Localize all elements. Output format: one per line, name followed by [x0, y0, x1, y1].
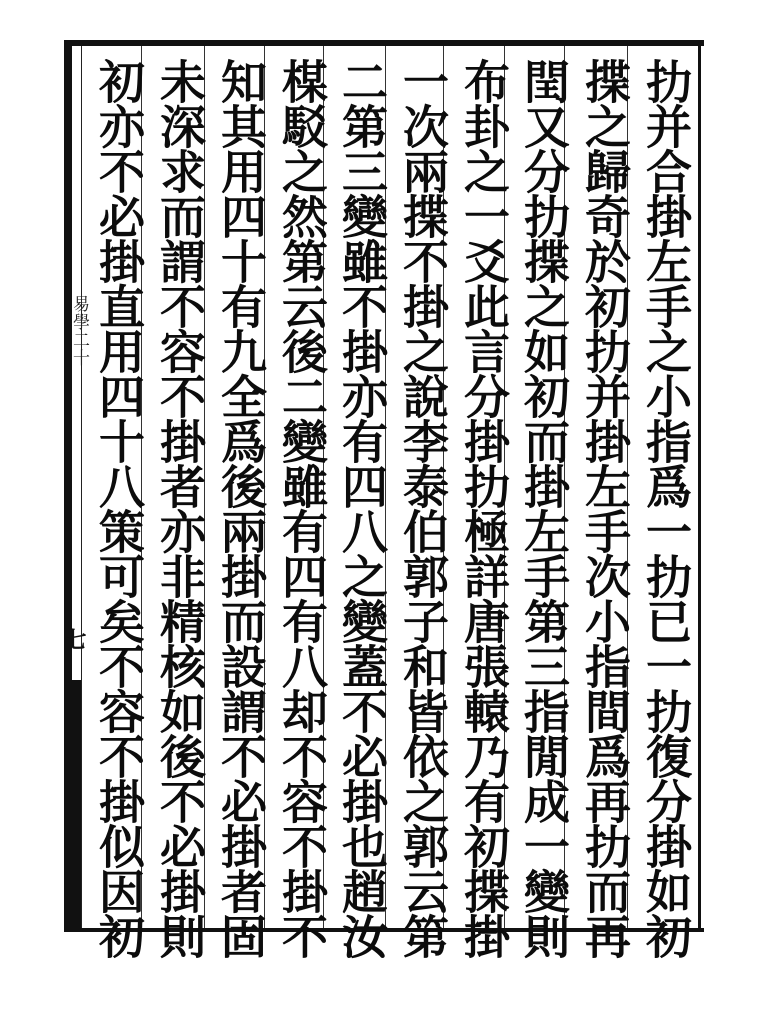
fold-title: 易學二十 [69, 295, 89, 367]
text-column-3: 閏又分扐揲之如初而掛左手第三指閒成一變則 [517, 58, 571, 958]
frame-top-border [64, 40, 704, 46]
text-column-6: 二第三變雖不掛亦有四八之變蓋不必掛也趙汝 [335, 58, 389, 958]
text-column-2: 揲之歸奇於初扐并掛左手次小指間爲再扐而再 [578, 58, 632, 958]
fold-black-block [66, 680, 81, 928]
text-column-1: 扐并合掛左手之小指爲一扐已一扐復分掛如初 [639, 58, 693, 958]
text-column-10: 初亦不必掛直用四十八策可矣不容不掛似因初 [92, 58, 146, 958]
frame-right-border [698, 40, 701, 932]
text-column-9: 未深求而謂不容不掛者亦非精核如後不必掛則 [153, 58, 207, 958]
text-column-8: 知其用四十有九全爲後兩掛而設謂不必掛者固 [214, 58, 268, 958]
text-column-4: 布卦之一爻此言分掛扐極詳唐張轅乃有初揲掛 [457, 58, 511, 958]
text-column-7: 楳駁之然第云後二變雖有四有八却不容不掛不 [275, 58, 329, 958]
fold-leaf-number: 七 [61, 628, 87, 650]
text-column-5: 一次兩揲不掛之說李泰伯郭子和皆依之郭云第 [396, 58, 450, 958]
